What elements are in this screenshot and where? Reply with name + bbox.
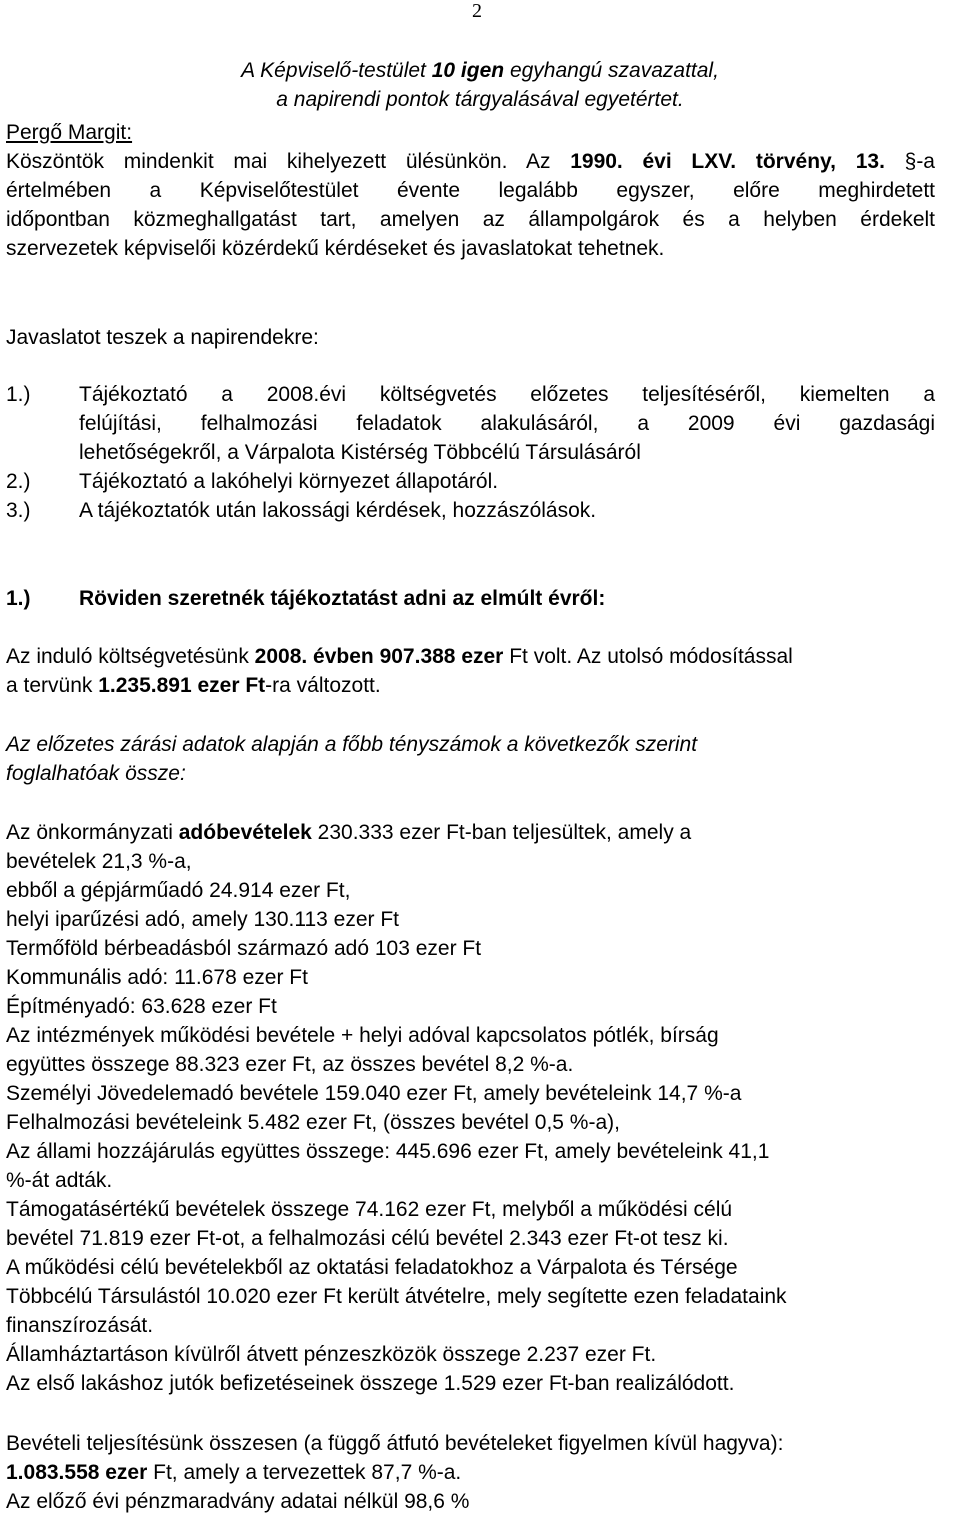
agenda-item-2-text: Tájékoztató a lakóhelyi környezet állapotáról.	[79, 470, 499, 493]
detail-line-15: bevétel 71.819 ezer Ft-ot, a felhalmozási célú bevétel 2.343 ezer Ft-ot tesz ki.	[6, 1227, 729, 1250]
summary-line-1: Bevételi teljesítésünk összesen (a függő átfutó bevételeket figyelmen kívül hagyva):	[6, 1432, 784, 1455]
detail-line-18: finanszírozását.	[6, 1314, 154, 1337]
summary-line-3: Az előző évi pénzmaradvány adatai nélkül 98,6 %	[6, 1490, 470, 1513]
prelim-line-2: foglalhatóak össze:	[6, 762, 186, 785]
detail-line-20: Az első lakáshoz jutók befizetéseinek összege 1.529 ezer Ft-ban realizálódott.	[6, 1372, 735, 1395]
agenda-item-1-line-2: felújítási, felhalmozási feladatok alakulásáról, a 2009 évi gazdasági	[79, 412, 935, 435]
detail-line-13: %-át adták.	[6, 1169, 113, 1192]
detail-line-5: Termőföld bérbeadásból származó adó 103 ezer Ft	[6, 937, 482, 960]
budget-line-2: a tervünk 1.235.891 ezer Ft-ra változott.	[6, 674, 381, 697]
intro-line-2: értelmében a Képviselőtestület évente legalább egyszer, előre meghirdetett	[6, 179, 935, 202]
detail-line-16: A működési célú bevételekből az oktatási feladatokhoz a Várpalota és Térsége	[6, 1256, 738, 1279]
intro-line-1: Köszöntök mindenkit mai kihelyezett ülésünkön. Az 1990. évi LXV. törvény, 13. §-a	[6, 150, 935, 173]
intro-line-3: időpontban közmeghallgatást tart, amelyen az állampolgárok és a helyben érdekelt	[6, 208, 935, 231]
section-1-title: Röviden szeretnék tájékoztatást adni az elmúlt évről:	[79, 587, 606, 610]
detail-line-19: Államháztartáson kívülről átvett pénzeszközök összege 2.237 ezer Ft.	[6, 1343, 657, 1366]
page-number: 2	[472, 0, 482, 22]
vote-result-line-1: A Képviselő-testület 10 igen egyhangú szavazattal,	[241, 59, 719, 82]
detail-line-11: Felhalmozási bevételeink 5.482 ezer Ft, (összes bevétel 0,5 %-a),	[6, 1111, 620, 1134]
agenda-heading: Javaslatot teszek a napirendekre:	[6, 326, 319, 349]
agenda-item-2-number: 2.)	[6, 470, 31, 493]
prelim-line-1: Az előzetes zárási adatok alapján a főbb tényszámok a következők szerint	[6, 733, 698, 756]
section-1-number: 1.)	[6, 587, 31, 610]
budget-line-1: Az induló költségvetésünk 2008. évben 907.388 ezer Ft volt. Az utolsó módosítással	[6, 645, 793, 668]
detail-line-9: együttes összege 88.323 ezer Ft, az összes bevétel 8,2 %-a.	[6, 1053, 574, 1076]
agenda-item-1-line-1: Tájékoztató a 2008.évi költségvetés előzetes teljesítéséről, kiemelten a	[79, 383, 935, 406]
detail-line-7: Építményadó: 63.628 ezer Ft	[6, 995, 277, 1018]
detail-line-1: Az önkormányzati adóbevételek 230.333 ezer Ft-ban teljesültek, amely a	[6, 821, 692, 844]
intro-line-4: szervezetek képviselői közérdekű kérdéseket és javaslatokat tehetnek.	[6, 237, 665, 260]
detail-line-8: Az intézmények működési bevétele + helyi adóval kapcsolatos pótlék, bírság	[6, 1024, 719, 1047]
detail-line-6: Kommunális adó: 11.678 ezer Ft	[6, 966, 308, 989]
section-sign-icon: §	[904, 150, 917, 173]
agenda-item-1-line-3: lehetőségekről, a Várpalota Kistérség Többcélú Társulásáról	[79, 441, 641, 464]
agenda-item-3-text: A tájékoztatók után lakossági kérdések, hozzászólások.	[79, 499, 597, 522]
agenda-item-3-number: 3.)	[6, 499, 31, 522]
detail-line-17: Többcélú Társulástól 10.020 ezer Ft került átvételre, mely segítette ezen feladataink	[6, 1285, 787, 1308]
detail-line-10: Személyi Jövedelemadó bevétele 159.040 ezer Ft, amely bevételeink 14,7 %-a	[6, 1082, 742, 1105]
detail-line-14: Támogatásértékű bevételek összege 74.162 ezer Ft, melyből a működési célú	[6, 1198, 733, 1221]
detail-line-2: bevételek 21,3 %-a,	[6, 850, 192, 873]
detail-line-3: ebből a gépjárműadó 24.914 ezer Ft,	[6, 879, 351, 902]
detail-line-4: helyi iparűzési adó, amely 130.113 ezer Ft	[6, 908, 399, 931]
agenda-item-1-number: 1.)	[6, 383, 31, 406]
detail-line-12: Az állami hozzájárulás együttes összege: 445.696 ezer Ft, amely bevételeink 41,1	[6, 1140, 770, 1163]
vote-result-line-2: a napirendi pontok tárgyalásával egyetértet.	[276, 88, 684, 111]
summary-line-2: 1.083.558 ezer Ft, amely a tervezettek 87,7 %-a.	[6, 1461, 462, 1484]
speaker-name: Pergő Margit:	[6, 121, 133, 144]
